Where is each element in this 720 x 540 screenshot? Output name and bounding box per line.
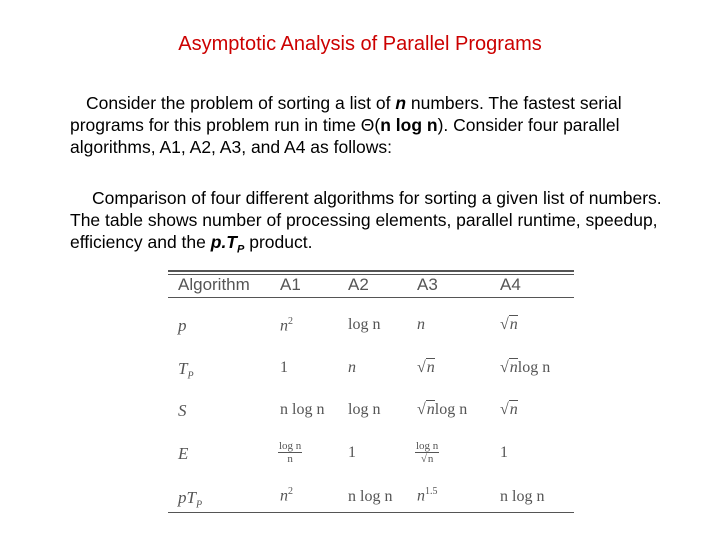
comparison-table [168, 270, 574, 514]
intro-text-2: numbers. The fastest serial programs for this problem run in time Θ( [70, 93, 622, 135]
cell-ptp-a2: n log n [348, 488, 393, 505]
row-label-ptp: $pT_P$ [178, 488, 203, 511]
cell-ptp-a3: $n^{1.5}$ [417, 486, 438, 505]
header-a3: A3 [417, 275, 438, 294]
cell-p-a1: $n^2$ [280, 316, 293, 335]
intro-nlogn: n log n [380, 115, 438, 135]
cell-tp-a2: n [348, 359, 356, 376]
table-bottom-rule [168, 512, 574, 513]
intro-text-3: ). Consider four parallel algorithms, A1, A2, A3, and A4 as follows: [70, 115, 620, 157]
cell-s-a1: n log n [280, 401, 325, 418]
cell-p-a4: √n [500, 316, 518, 333]
intro-text-1: Consider the problem of sorting a list of [86, 93, 396, 113]
cell-tp-a3: √n [417, 359, 435, 376]
slide-title: Asymptotic Analysis of Parallel Programs [178, 33, 542, 55]
row-label-e: E [178, 444, 189, 463]
cell-ptp-a4: n log n [500, 488, 545, 505]
header-a4: A4 [500, 275, 521, 294]
comparison-pT-sub: P [237, 243, 245, 256]
cell-e-a2: 1 [348, 444, 356, 461]
intro-n: n [395, 93, 407, 113]
table-header-rule [168, 297, 574, 298]
header-a1: A1 [280, 275, 301, 294]
cell-e-a1: $\frac{\text{log n}}{n}$ [279, 440, 302, 465]
intro-paragraph [70, 92, 670, 158]
row-label-p: p [178, 316, 187, 335]
table-top-rule [168, 270, 574, 272]
comparison-pT: p.T [210, 232, 237, 252]
cell-s-a2: log n [348, 401, 381, 418]
cell-s-a4: √n [500, 401, 518, 418]
cell-e-a4: 1 [500, 444, 508, 461]
comparison-paragraph [70, 187, 670, 261]
cell-p-a2: log n [348, 316, 381, 333]
cell-s-a3: √nlog n [417, 401, 468, 418]
cell-tp-a4: √nlog n [500, 359, 551, 376]
header-algorithm: Algorithm [178, 275, 250, 294]
comparison-text-1: Comparison of four different algorithms for sorting a given list of numbers. The table shows number of processing elements, parallel runtime, speedup, efficiency and the [70, 188, 662, 252]
row-label-tp: $T_P$ [178, 359, 194, 382]
cell-tp-a1: 1 [280, 359, 288, 376]
row-label-s: S [178, 401, 187, 420]
cell-p-a3: n [417, 316, 425, 333]
comparison-text-2: product. [244, 232, 313, 252]
cell-e-a3: $\frac{\text{log n}}{√n}$ [416, 440, 439, 465]
header-a2: A2 [348, 275, 369, 294]
cell-ptp-a1: $n^2$ [280, 486, 293, 505]
